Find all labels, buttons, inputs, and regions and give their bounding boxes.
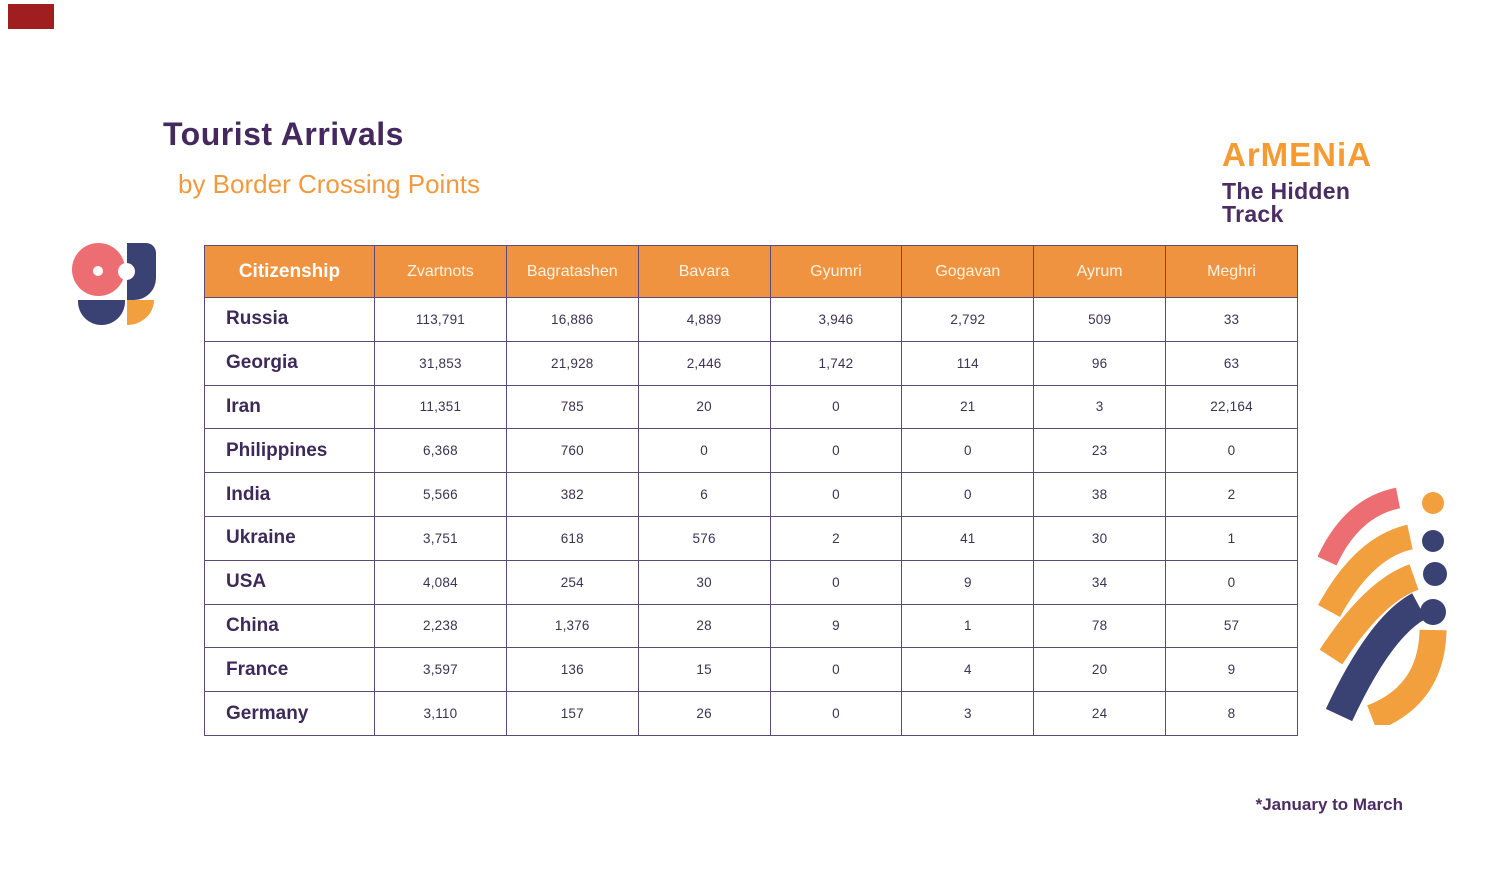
row-label: France bbox=[205, 648, 375, 692]
value-cell: 96 bbox=[1034, 341, 1166, 385]
value-cell: 3 bbox=[902, 692, 1034, 736]
value-cell: 8 bbox=[1166, 692, 1298, 736]
table-body bbox=[205, 298, 1298, 736]
value-cell: 30 bbox=[1034, 516, 1166, 560]
value-cell: 31,853 bbox=[375, 341, 507, 385]
value-cell: 0 bbox=[902, 429, 1034, 473]
navy-halfcircle-shape bbox=[78, 300, 125, 325]
value-cell: 9 bbox=[770, 604, 902, 648]
value-cell: 576 bbox=[638, 516, 770, 560]
brand-tagline bbox=[1222, 180, 1422, 227]
row-label: Russia bbox=[205, 298, 375, 342]
value-cell: 24 bbox=[1034, 692, 1166, 736]
value-cell: 382 bbox=[506, 473, 638, 517]
orange-quarter-shape bbox=[127, 300, 154, 325]
value-cell: 113,791 bbox=[375, 298, 507, 342]
brand-tagline-line1: The Hidden bbox=[1222, 178, 1351, 204]
table-row bbox=[205, 385, 1298, 429]
value-cell: 9 bbox=[1166, 648, 1298, 692]
value-cell: 0 bbox=[770, 648, 902, 692]
row-label: Germany bbox=[205, 692, 375, 736]
brand-tagline-line2: Track bbox=[1222, 201, 1284, 228]
value-cell: 9 bbox=[902, 560, 1034, 604]
value-cell: 760 bbox=[506, 429, 638, 473]
value-cell: 3 bbox=[1034, 385, 1166, 429]
value-cell: 5,566 bbox=[375, 473, 507, 517]
value-cell: 254 bbox=[506, 560, 638, 604]
column-header: Gogavan bbox=[902, 246, 1034, 298]
row-label: China bbox=[205, 604, 375, 648]
column-header: Gyumri bbox=[770, 246, 902, 298]
page-title: Tourist Arrivals bbox=[163, 116, 404, 152]
table-row bbox=[205, 429, 1298, 473]
value-cell: 21,928 bbox=[506, 341, 638, 385]
decorative-shapes-left bbox=[72, 243, 164, 325]
value-cell: 20 bbox=[638, 385, 770, 429]
value-cell: 4 bbox=[902, 648, 1034, 692]
value-cell: 0 bbox=[1166, 560, 1298, 604]
headline-block bbox=[163, 116, 480, 200]
value-cell: 1 bbox=[902, 604, 1034, 648]
value-cell: 63 bbox=[1166, 341, 1298, 385]
value-cell: 3,946 bbox=[770, 298, 902, 342]
value-cell: 0 bbox=[638, 429, 770, 473]
value-cell: 2,446 bbox=[638, 341, 770, 385]
value-cell: 30 bbox=[638, 560, 770, 604]
value-cell: 16,886 bbox=[506, 298, 638, 342]
decorative-swoosh-right bbox=[1318, 487, 1450, 725]
table-row bbox=[205, 648, 1298, 692]
value-cell: 57 bbox=[1166, 604, 1298, 648]
row-label: USA bbox=[205, 560, 375, 604]
value-cell: 15 bbox=[638, 648, 770, 692]
value-cell: 0 bbox=[770, 560, 902, 604]
column-header-citizenship: Citizenship bbox=[205, 246, 375, 298]
table-row bbox=[205, 604, 1298, 648]
arrivals-table-wrap bbox=[204, 245, 1298, 736]
column-header: Meghri bbox=[1166, 246, 1298, 298]
value-cell: 3,110 bbox=[375, 692, 507, 736]
value-cell: 11,351 bbox=[375, 385, 507, 429]
value-cell: 6,368 bbox=[375, 429, 507, 473]
value-cell: 33 bbox=[1166, 298, 1298, 342]
value-cell: 78 bbox=[1034, 604, 1166, 648]
value-cell: 22,164 bbox=[1166, 385, 1298, 429]
value-cell: 4,889 bbox=[638, 298, 770, 342]
value-cell: 3,597 bbox=[375, 648, 507, 692]
row-label: Ukraine bbox=[205, 516, 375, 560]
value-cell: 0 bbox=[902, 473, 1034, 517]
table-row bbox=[205, 516, 1298, 560]
table-row bbox=[205, 341, 1298, 385]
footnote: *January to March bbox=[1255, 795, 1403, 814]
value-cell: 23 bbox=[1034, 429, 1166, 473]
row-label: Georgia bbox=[205, 341, 375, 385]
value-cell: 1,376 bbox=[506, 604, 638, 648]
table-row bbox=[205, 298, 1298, 342]
value-cell: 114 bbox=[902, 341, 1034, 385]
table-row bbox=[205, 560, 1298, 604]
value-cell: 0 bbox=[770, 385, 902, 429]
value-cell: 0 bbox=[770, 429, 902, 473]
value-cell: 3,751 bbox=[375, 516, 507, 560]
top-left-red-mark bbox=[8, 4, 54, 29]
value-cell: 618 bbox=[506, 516, 638, 560]
value-cell: 509 bbox=[1034, 298, 1166, 342]
value-cell: 785 bbox=[506, 385, 638, 429]
row-label: Iran bbox=[205, 385, 375, 429]
value-cell: 20 bbox=[1034, 648, 1166, 692]
arrivals-table bbox=[204, 245, 1298, 736]
column-header: Zvartnots bbox=[375, 246, 507, 298]
value-cell: 0 bbox=[1166, 429, 1298, 473]
navy-notch-shape bbox=[127, 243, 156, 300]
value-cell: 2 bbox=[1166, 473, 1298, 517]
value-cell: 1,742 bbox=[770, 341, 902, 385]
value-cell: 38 bbox=[1034, 473, 1166, 517]
value-cell: 41 bbox=[902, 516, 1034, 560]
value-cell: 21 bbox=[902, 385, 1034, 429]
coral-donut-shape bbox=[72, 243, 125, 296]
row-label: India bbox=[205, 473, 375, 517]
table-head-row bbox=[205, 246, 1298, 298]
row-label: Philippines bbox=[205, 429, 375, 473]
column-header: Bavara bbox=[638, 246, 770, 298]
column-header: Bagratashen bbox=[506, 246, 638, 298]
value-cell: 26 bbox=[638, 692, 770, 736]
value-cell: 2 bbox=[770, 516, 902, 560]
swoosh-arcs-graphic bbox=[1318, 487, 1450, 725]
value-cell: 28 bbox=[638, 604, 770, 648]
value-cell: 157 bbox=[506, 692, 638, 736]
value-cell: 34 bbox=[1034, 560, 1166, 604]
value-cell: 2,238 bbox=[375, 604, 507, 648]
column-header: Ayrum bbox=[1034, 246, 1166, 298]
value-cell: 1 bbox=[1166, 516, 1298, 560]
value-cell: 4,084 bbox=[375, 560, 507, 604]
armenia-logo bbox=[1222, 136, 1422, 227]
table-head bbox=[205, 246, 1298, 298]
value-cell: 0 bbox=[770, 692, 902, 736]
value-cell: 2,792 bbox=[902, 298, 1034, 342]
brand-wordmark: ArMENiA bbox=[1222, 136, 1373, 173]
table-row bbox=[205, 473, 1298, 517]
value-cell: 0 bbox=[770, 473, 902, 517]
value-cell: 6 bbox=[638, 473, 770, 517]
value-cell: 136 bbox=[506, 648, 638, 692]
page-subtitle: by Border Crossing Points bbox=[178, 169, 481, 199]
table-row bbox=[205, 692, 1298, 736]
